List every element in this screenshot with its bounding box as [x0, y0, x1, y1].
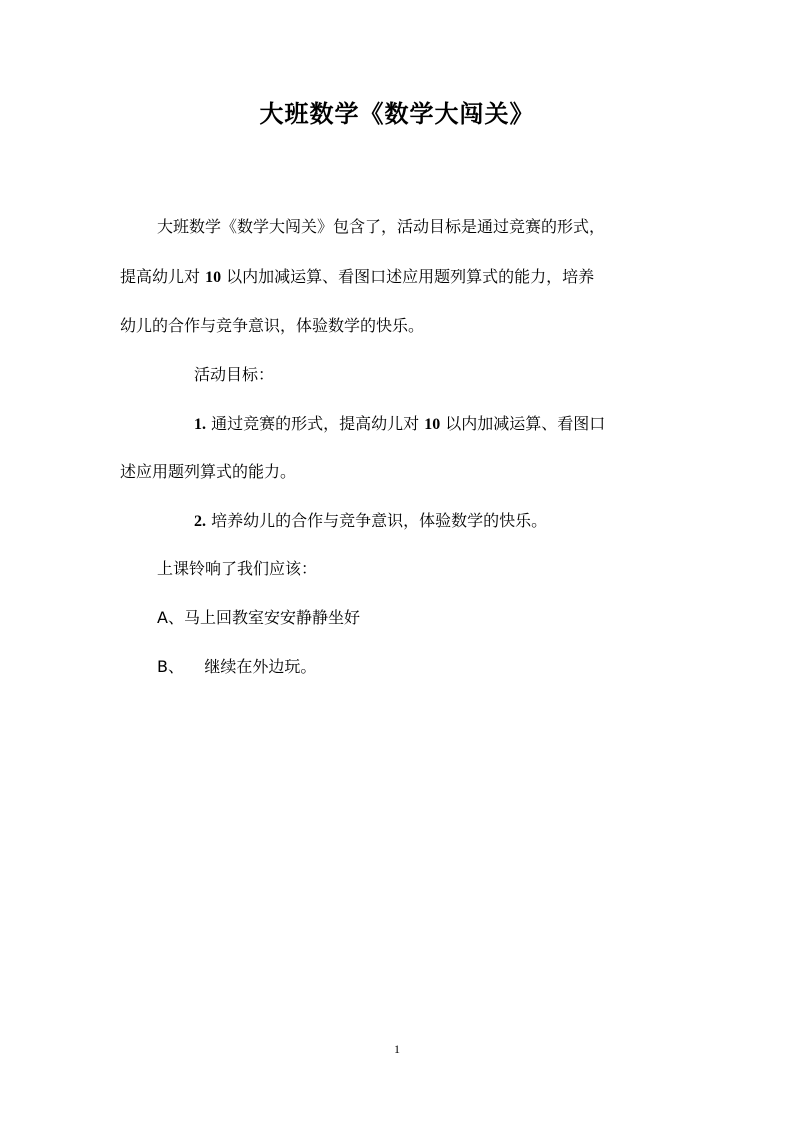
goal-1-number-10: 10 — [424, 416, 441, 433]
goal-1-line-2: 述应用题列算式的能力。 — [120, 462, 297, 481]
page-number: 1 — [394, 1042, 400, 1056]
option-a: A、马上回教室安安静静坐好 — [157, 608, 360, 627]
document-title: 大班数学《数学大闯关》 — [259, 100, 535, 128]
intro-line-1: 大班数学《数学大闯关》包含了，活动目标是通过竞赛的形式， — [157, 217, 606, 236]
goal-2-text: 培养幼儿的合作与竞争意识，体验数学的快乐。 — [206, 511, 548, 530]
option-b: B、 继续在外边玩。 — [157, 657, 317, 676]
intro-line-2-text-b: 以内加减运算、看图口述应用题列算式的能力，培养 — [221, 267, 595, 286]
intro-number-10: 10 — [205, 269, 222, 286]
intro-line-3: 幼儿的合作与竞争意识，体验数学的快乐。 — [120, 316, 425, 335]
goal-1-text-a: 通过竞赛的形式，提高幼儿对 — [206, 414, 425, 433]
goal-2-number: 2. — [194, 513, 206, 530]
intro-line-2 — [120, 265, 594, 290]
intro-line-2-text-a: 提高幼儿对 — [120, 267, 206, 286]
goals-heading: 活动目标： — [194, 365, 275, 384]
goal-1-text-b: 以内加减运算、看图口 — [440, 414, 606, 433]
goal-2 — [194, 509, 547, 534]
question-text: 上课铃响了我们应该： — [157, 559, 318, 578]
goal-1-number: 1. — [194, 416, 206, 433]
goal-1-line-1 — [194, 412, 605, 437]
